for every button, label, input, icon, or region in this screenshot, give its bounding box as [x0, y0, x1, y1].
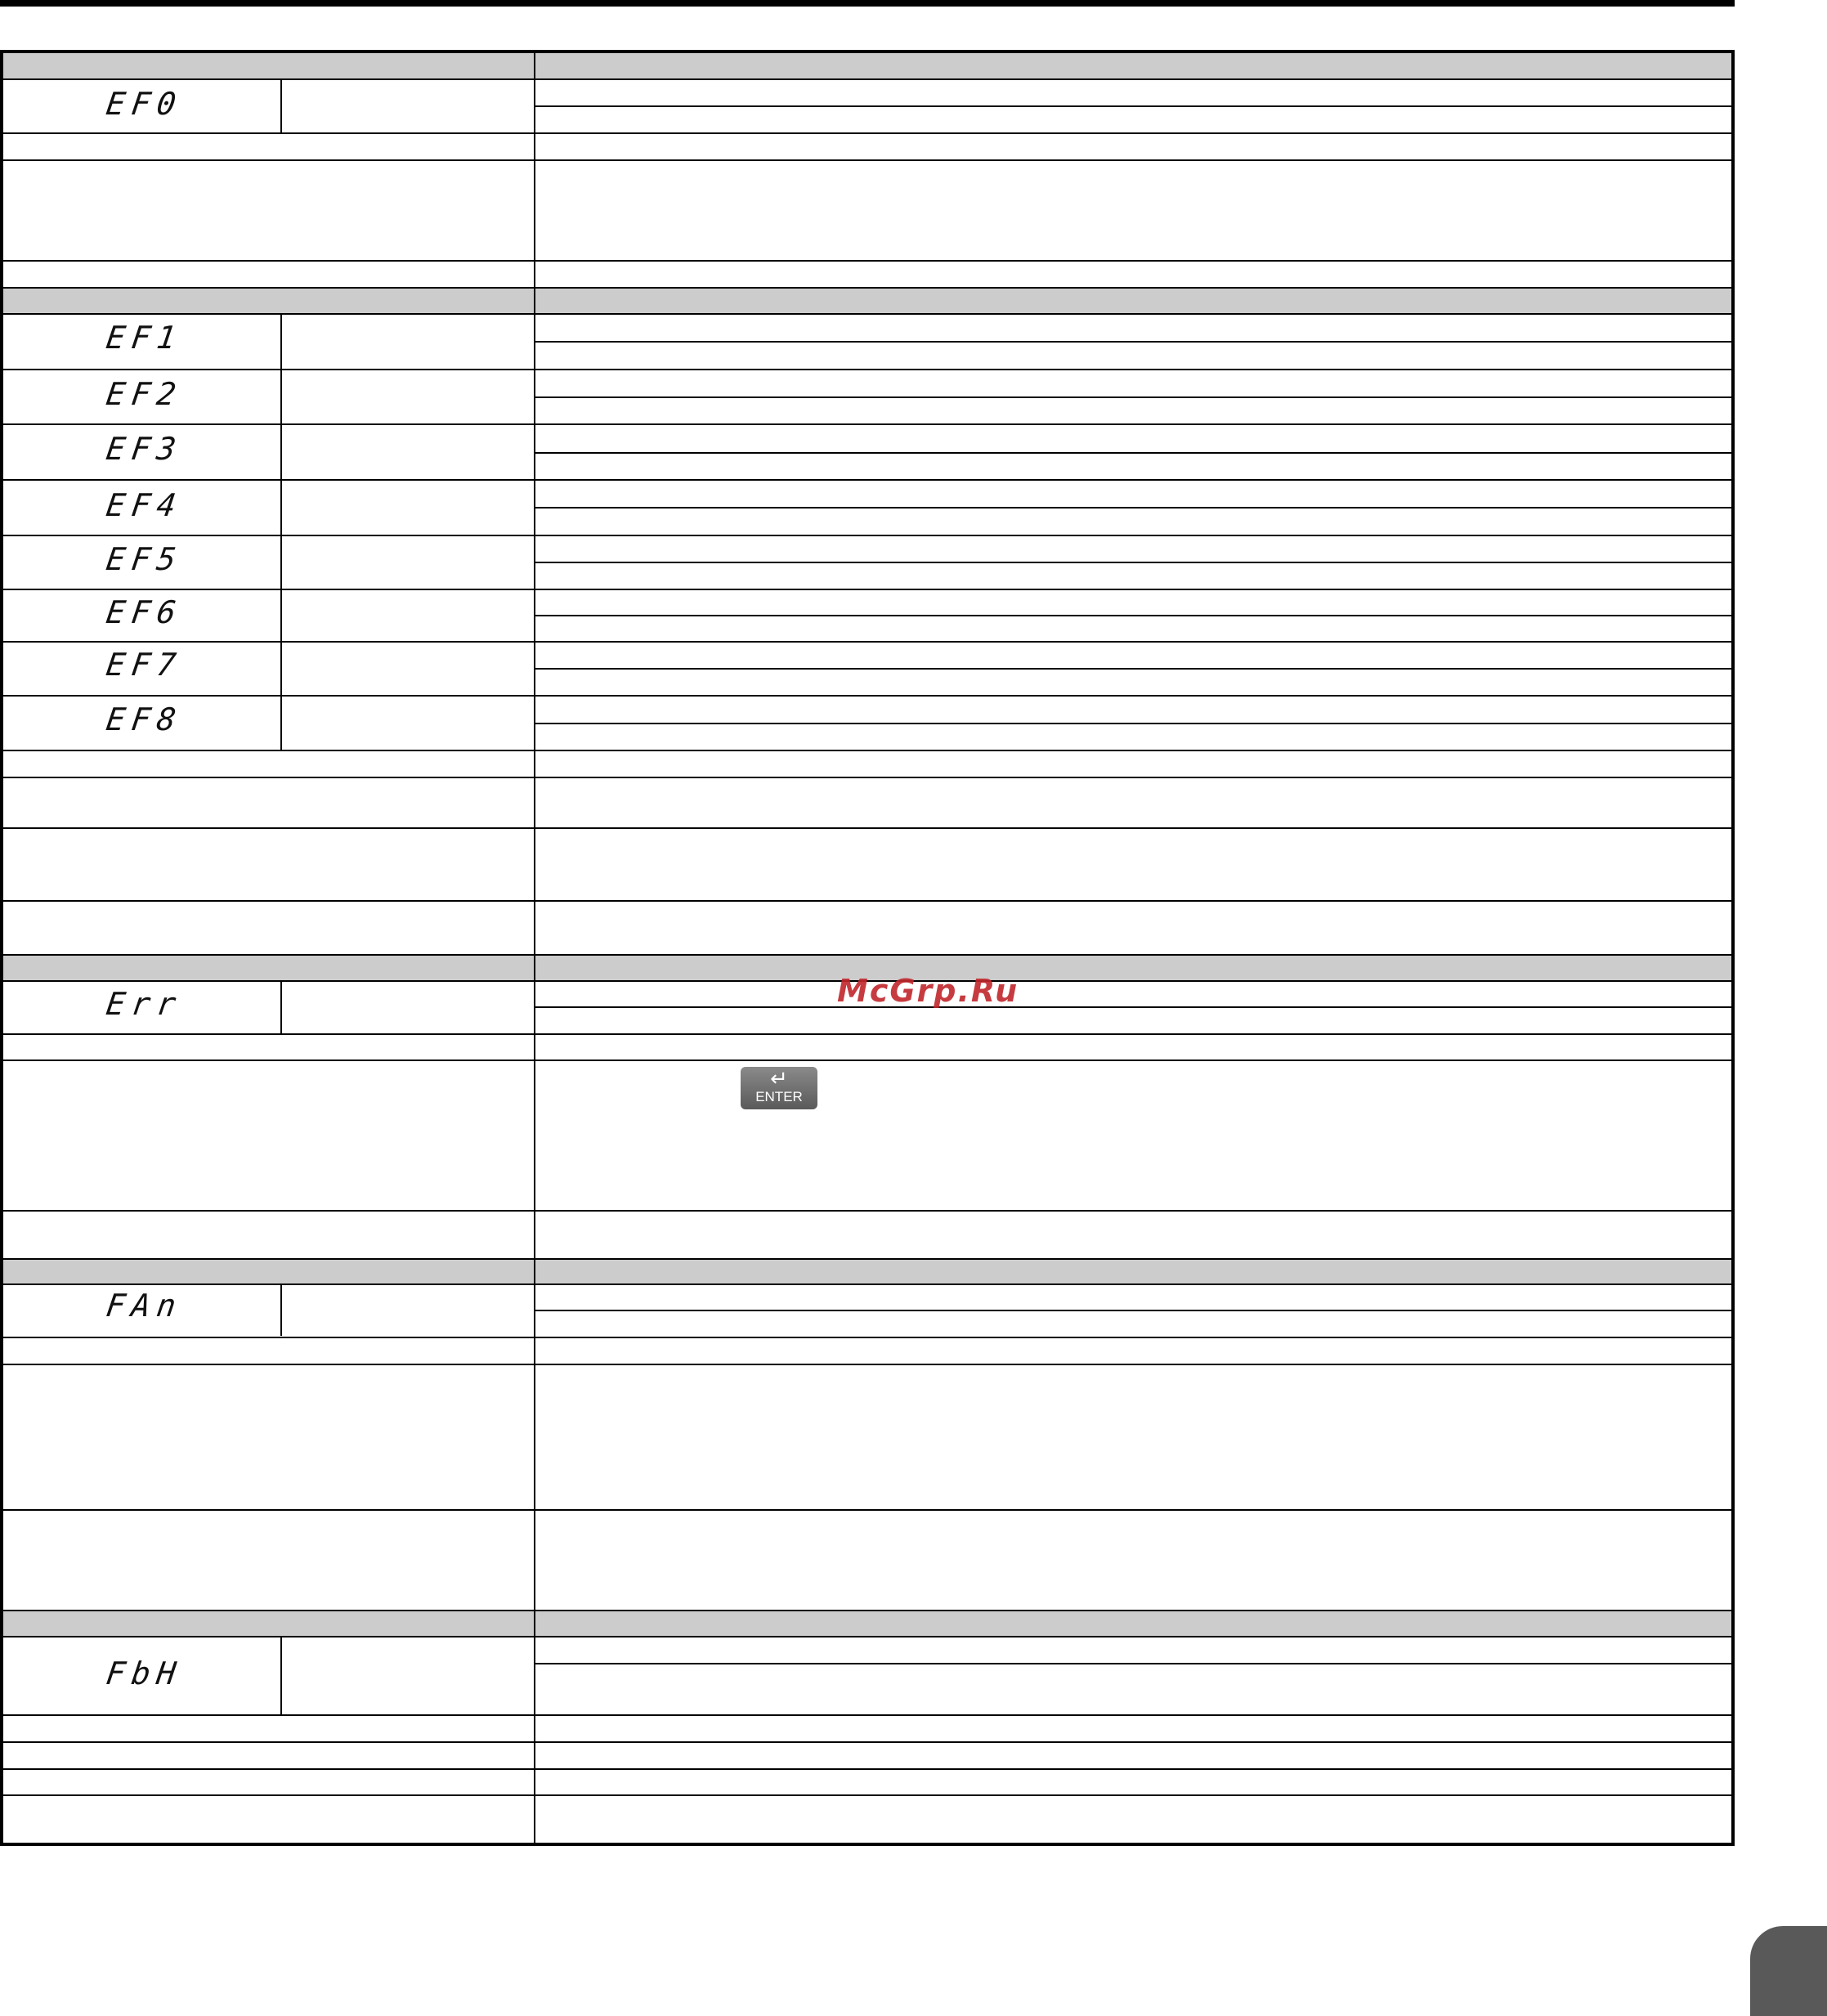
top-rule — [0, 0, 1735, 7]
fault-code-ef1: EF1 — [104, 320, 185, 356]
enter-key-label: ENTER — [755, 1089, 803, 1104]
fault-code-ef0: EF0 — [104, 86, 185, 122]
fault-code-ef2: EF2 — [104, 376, 185, 412]
fault-code-fbh: FbH — [104, 1655, 185, 1691]
fault-table — [0, 50, 1735, 1846]
enter-key — [741, 1067, 817, 1109]
fault-code-ef8: EF8 — [104, 701, 185, 737]
fault-code-fan: FAn — [104, 1288, 185, 1324]
fault-code-ef3: EF3 — [104, 431, 185, 467]
page-tab — [1750, 1926, 1827, 2016]
watermark: McGrp.Ru — [837, 973, 1019, 1009]
fault-code-err: Err — [104, 986, 185, 1022]
enter-arrow-icon: ↵ — [770, 1067, 788, 1091]
header-row — [3, 1258, 1731, 1284]
fault-code-ef4: EF4 — [104, 487, 185, 523]
fault-code-ef5: EF5 — [104, 541, 185, 577]
header-row — [3, 1611, 1731, 1636]
fault-code-ef6: EF6 — [104, 594, 185, 630]
header-row — [3, 53, 1731, 78]
header-row — [3, 288, 1731, 313]
fault-code-ef7: EF7 — [104, 647, 185, 683]
